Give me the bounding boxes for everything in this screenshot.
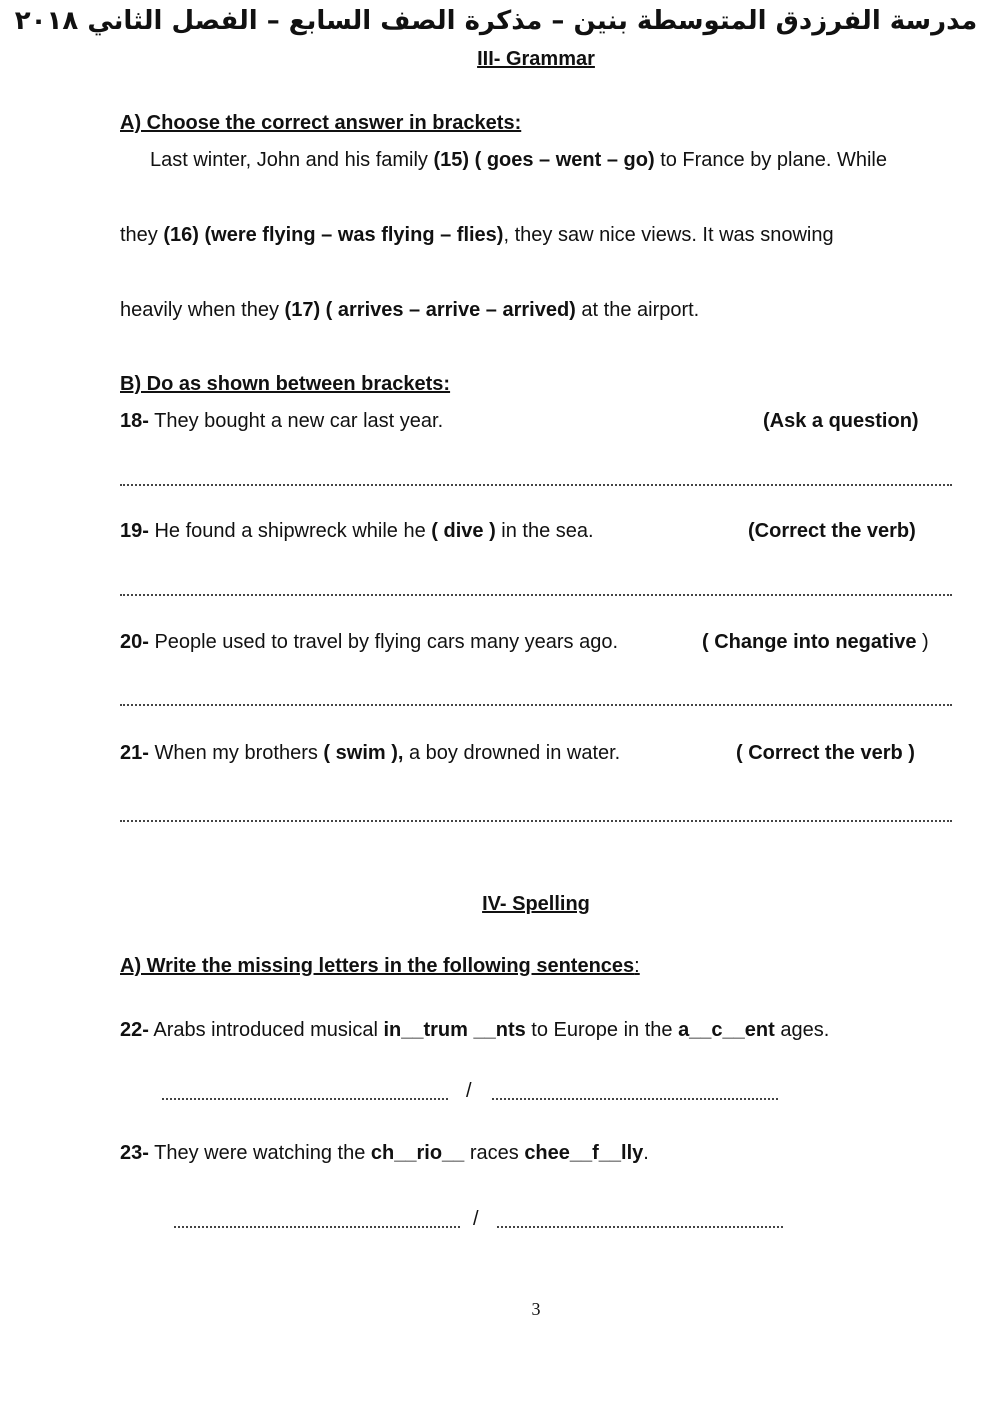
missing-word-2: chee__f__lly — [524, 1142, 644, 1164]
question-text: in the sea. — [495, 520, 594, 542]
question-18 — [120, 410, 443, 433]
verb-in-brackets: ( swim ), — [323, 742, 404, 764]
question-21-instruction: ( Correct the verb ) — [736, 742, 915, 764]
question-number: 23- — [120, 1142, 149, 1164]
cloze-text: to France by plane. While — [654, 149, 887, 171]
question-number: 20- — [120, 631, 149, 653]
cloze-line-1 — [150, 149, 887, 172]
cloze-text: at the airport. — [575, 299, 700, 321]
cloze-options-15: (15) ( goes – went – go) — [433, 149, 655, 171]
cloze-text: heavily when they — [120, 299, 285, 321]
cloze-line-3 — [120, 299, 699, 322]
question-text: They bought a new car last year. — [148, 410, 444, 432]
page-number: 3 — [531, 1299, 541, 1319]
spelling-section-title: IV- Spelling — [482, 893, 590, 915]
question-text: . — [643, 1142, 649, 1164]
question-text: When my brothers — [148, 742, 324, 764]
question-text: They were watching the — [148, 1142, 371, 1164]
answer-line-23a[interactable] — [174, 1226, 460, 1228]
question-23 — [120, 1142, 649, 1165]
grammar-part-b-heading: B) Do as shown between brackets: — [120, 373, 451, 395]
school-header: مدرسة الفرزدق المتوسطة بنين – مذكرة الصف السابع – الفصل الثاني ٢٠١٨ — [14, 6, 978, 36]
question-number: 18- — [120, 410, 149, 432]
heading-colon: : — [634, 955, 640, 977]
instruction-close: ) — [916, 631, 929, 653]
grammar-part-a-heading: A) Choose the correct answer in brackets: — [120, 112, 522, 134]
cloze-line-2 — [120, 224, 834, 247]
cloze-text: they — [120, 224, 164, 246]
spelling-part-a-heading — [120, 955, 640, 978]
missing-word-2: a__c__ent — [678, 1019, 775, 1041]
question-21 — [120, 742, 620, 765]
question-text: People used to travel by flying cars many years ago. — [148, 631, 619, 653]
answer-line-23b[interactable] — [497, 1226, 783, 1228]
answer-separator: / — [466, 1080, 472, 1102]
instruction-text: ( Change into negative — [702, 631, 917, 653]
question-text: He found a shipwreck while he — [148, 520, 432, 542]
answer-line-22b[interactable] — [492, 1098, 778, 1100]
heading-text: A) Write the missing letters in the following sentences — [120, 955, 635, 977]
grammar-section-title: III- Grammar — [477, 48, 595, 70]
cloze-options-16: (16) (were flying – was flying – flies) — [163, 224, 504, 246]
cloze-options-17: (17) ( arrives – arrive – arrived) — [284, 299, 576, 321]
missing-word-1: in__trum __nts — [383, 1019, 526, 1041]
cloze-text: , they saw nice views. It was snowing — [503, 224, 834, 246]
missing-word-1: ch__rio__ — [370, 1142, 465, 1164]
question-19 — [120, 520, 594, 543]
question-18-instruction: (Ask a question) — [763, 410, 919, 432]
verb-in-brackets: ( dive ) — [431, 520, 496, 542]
question-text: ages. — [774, 1019, 830, 1041]
question-number: 22- — [120, 1019, 149, 1041]
answer-line-21[interactable] — [120, 820, 952, 822]
answer-line-22a[interactable] — [162, 1098, 448, 1100]
question-22 — [120, 1019, 829, 1042]
question-19-instruction: (Correct the verb) — [748, 520, 916, 542]
question-text: to Europe in the — [525, 1019, 679, 1041]
question-text: a boy drowned in water. — [403, 742, 621, 764]
answer-separator: / — [473, 1208, 479, 1230]
question-text: Arabs introduced musical — [148, 1019, 384, 1041]
answer-line-18[interactable] — [120, 484, 952, 486]
answer-line-20[interactable] — [120, 704, 952, 706]
question-text: races — [464, 1142, 525, 1164]
question-20 — [120, 631, 618, 654]
cloze-text: Last winter, John and his family — [150, 149, 434, 171]
question-number: 21- — [120, 742, 149, 764]
answer-line-19[interactable] — [120, 594, 952, 596]
question-20-instruction — [702, 631, 929, 654]
question-number: 19- — [120, 520, 149, 542]
